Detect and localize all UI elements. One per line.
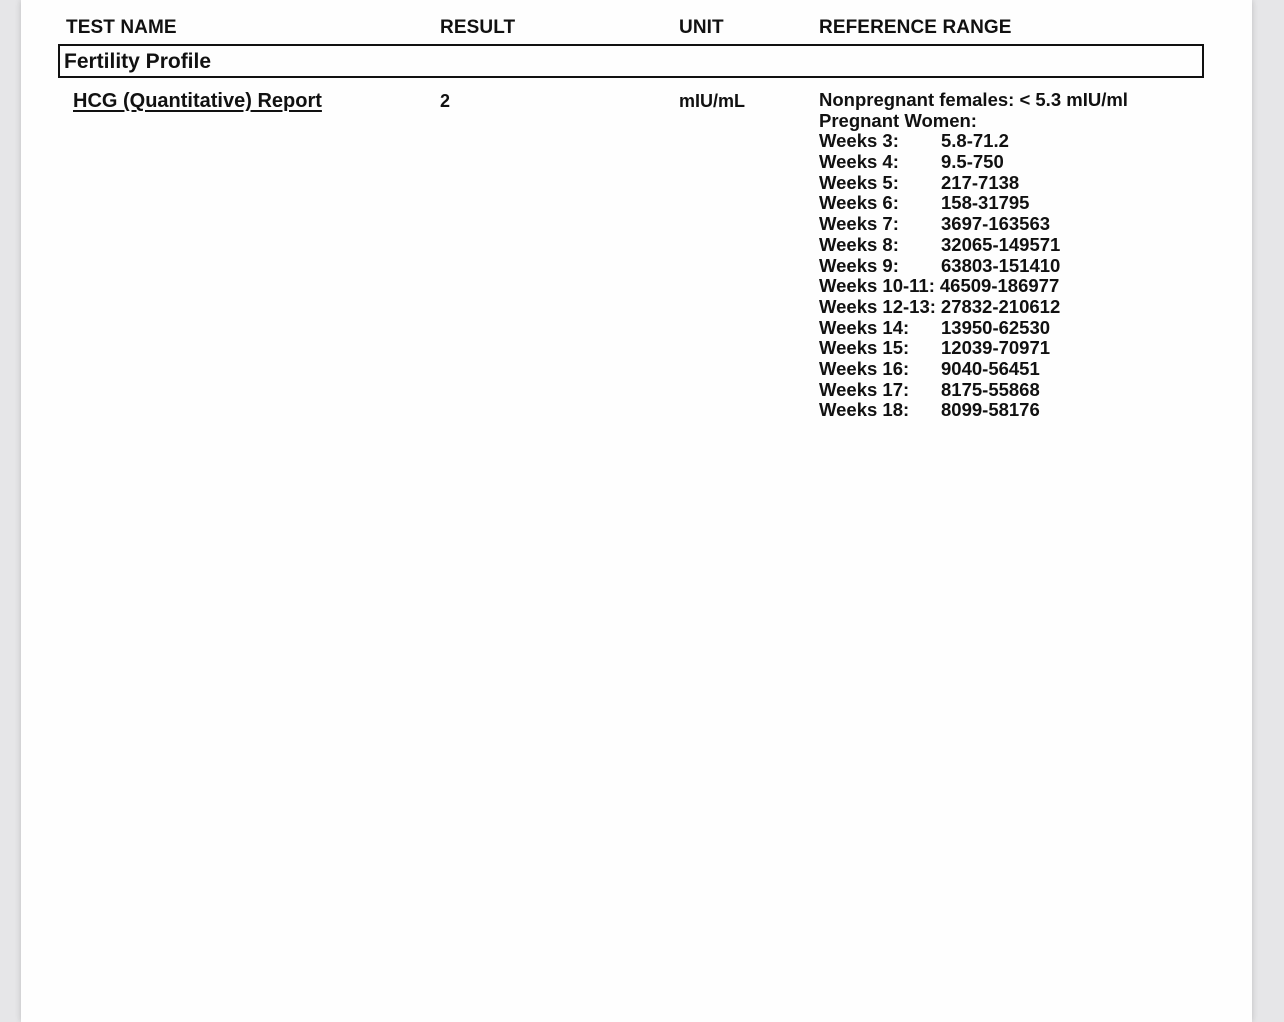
reference-week-row [819,214,1128,235]
week-range: 12039-70971 [941,337,1051,359]
header-result: RESULT [440,17,516,38]
week-label: Weeks 6: [819,192,899,214]
week-range: 27832-210612 [940,295,1061,317]
reference-week-row [819,318,1128,339]
week-range: 32065-149571 [941,233,1061,255]
reference-week-row [819,400,1128,421]
reference-week-row [819,380,1128,401]
week-label: Weeks 10-11: [819,275,935,297]
section-header-box [58,44,1204,78]
reference-week-row [819,276,1128,297]
week-label: Weeks 12-13: [819,295,936,317]
reference-week-row [819,152,1128,173]
section-title: Fertility Profile [64,50,212,73]
week-range: 9040-56451 [941,357,1040,379]
week-range: 63803-151410 [941,254,1061,276]
week-range: 8175-55868 [941,378,1040,400]
header-test-name: TEST NAME [66,17,177,38]
reference-week-row [819,359,1128,380]
week-label: Weeks 3: [819,130,899,152]
week-label: Weeks 9: [819,254,899,276]
week-range: 158-31795 [941,192,1030,214]
test-result-value: 2 [440,91,451,111]
reference-week-row [819,256,1128,277]
report-page [21,0,1252,1022]
week-label: Weeks 18: [819,399,910,421]
test-name-link[interactable]: HCG (Quantitative) Report [73,90,322,112]
week-range: 217-7138 [941,171,1020,193]
reference-range-block [819,90,1128,421]
week-label: Weeks 15: [819,337,910,359]
header-reference-range: REFERENCE RANGE [819,17,1012,38]
reference-week-row [819,338,1128,359]
week-label: Weeks 8: [819,233,899,255]
week-label: Weeks 17: [819,378,910,400]
week-range: 3697-163563 [941,213,1051,235]
week-label: Weeks 14: [819,316,910,338]
week-label: Weeks 5: [819,171,899,193]
header-unit: UNIT [679,17,724,38]
viewer-scroll-area[interactable] [1274,0,1284,1022]
week-label: Weeks 7: [819,213,899,235]
week-range: 46509-186977 [939,275,1060,297]
week-range: 9.5-750 [941,151,1004,173]
reference-week-row [819,297,1128,318]
reference-week-row [819,131,1128,152]
reference-week-row [819,235,1128,256]
test-unit: mIU/mL [679,91,746,111]
week-range: 13950-62530 [941,316,1051,338]
week-range: 5.8-71.2 [941,130,1009,152]
week-label: Weeks 16: [819,357,910,379]
reference-week-row [819,173,1128,194]
week-label: Weeks 4: [819,151,899,173]
reference-nonpregnant: Nonpregnant females: < 5.3 mIU/ml [819,89,1128,110]
reference-pregnant-heading: Pregnant Women: [819,109,977,131]
week-range: 8099-58176 [941,399,1040,421]
reference-week-row [819,193,1128,214]
